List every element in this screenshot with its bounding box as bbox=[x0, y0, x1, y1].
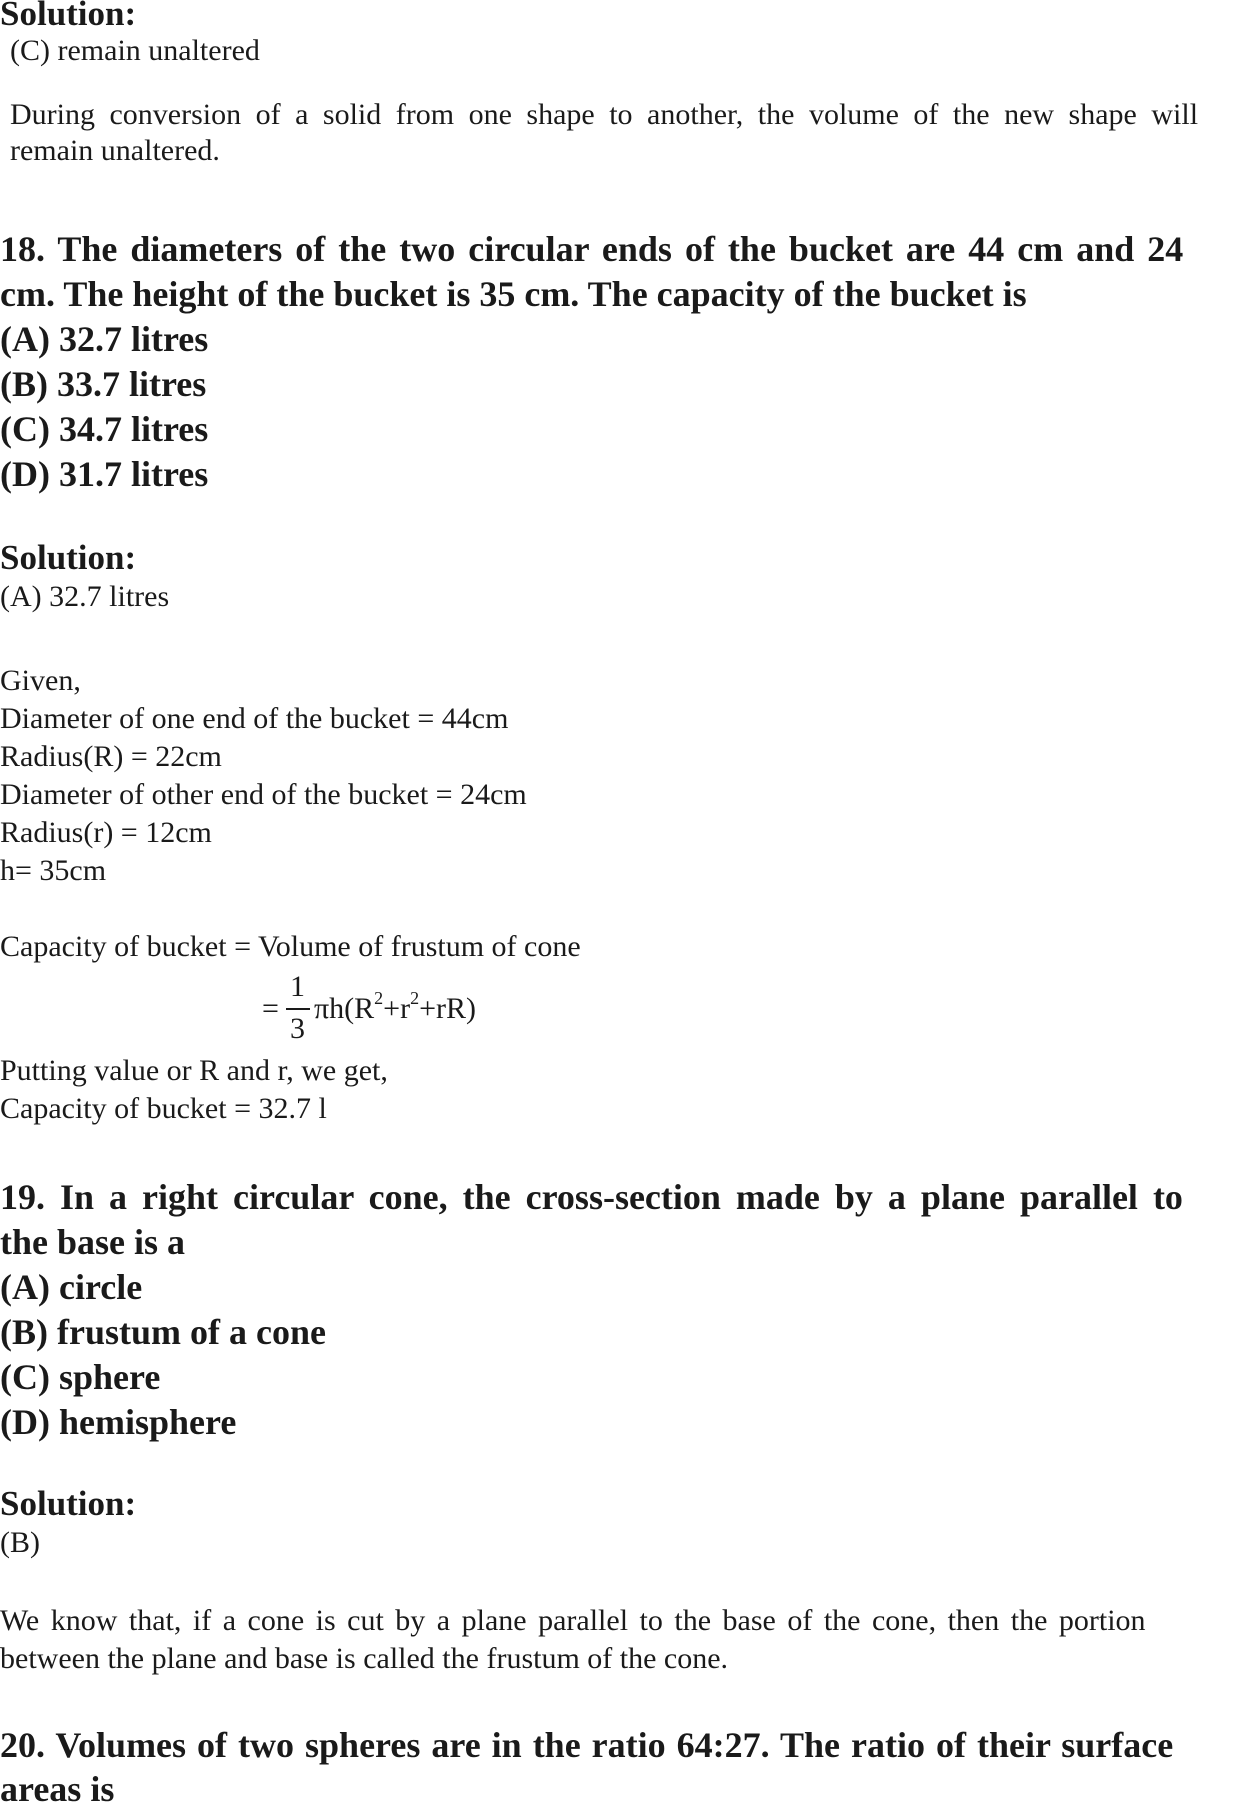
solution-explanation: We know that, if a cone is cut by a plane parallel to the base of the cone, then the portion bbox=[0, 1604, 1146, 1637]
capacity-line: Capacity of bucket = Volume of frustum of cone bbox=[0, 930, 581, 963]
formula-body: $\pi h(R^2+r^2+rR)$ bbox=[314, 988, 476, 1025]
question-19-text: the base is a bbox=[0, 1222, 186, 1262]
solution-answer: (B) bbox=[0, 1526, 40, 1559]
given-line: Given, bbox=[0, 664, 81, 697]
given-line: Diameter of other end of the bucket = 24cm bbox=[0, 778, 527, 811]
option-a: (A) circle bbox=[0, 1267, 143, 1307]
solution-explanation: During conversion of a solid from one shape to another, the volume of the new shape will bbox=[10, 98, 1199, 131]
option-d: (D) 31.7 litres bbox=[0, 454, 209, 494]
option-a: (A) 32.7 litres bbox=[0, 319, 209, 359]
frustum-volume-formula bbox=[262, 970, 522, 1050]
solution-explanation: between the plane and base is called the frustum of the cone. bbox=[0, 1642, 729, 1675]
formula-equals: = bbox=[262, 992, 279, 1025]
question-18-text: cm. The height of the bucket is 35 cm. The capacity of the bucket is bbox=[0, 274, 1027, 314]
putting-line: Putting value or R and r, we get, bbox=[0, 1054, 388, 1087]
question-18-text: 18. The diameters of the two circular ends of the bucket are 44 cm and 24 bbox=[0, 229, 1184, 269]
given-line: h= 35cm bbox=[0, 854, 107, 887]
solution-heading: Solution: bbox=[0, 1484, 137, 1523]
solution-answer: (C) remain unaltered bbox=[10, 34, 260, 67]
fraction-bar bbox=[286, 1008, 310, 1010]
option-b: (B) frustum of a cone bbox=[0, 1312, 326, 1352]
option-c: (C) 34.7 litres bbox=[0, 409, 209, 449]
question-20-text: areas is bbox=[0, 1769, 115, 1809]
option-d: (D) hemisphere bbox=[0, 1402, 237, 1442]
question-19-text: 19. In a right circular cone, the cross-section made by a plane parallel to bbox=[0, 1177, 1183, 1217]
given-line: Radius(r) = 12cm bbox=[0, 816, 212, 849]
solution-heading: Solution: bbox=[0, 538, 137, 577]
solution-explanation: remain unaltered. bbox=[10, 134, 220, 167]
solution-heading: Solution: bbox=[0, 0, 137, 33]
formula-numerator: 1 bbox=[290, 970, 305, 1003]
given-line: Radius(R) = 22cm bbox=[0, 740, 222, 773]
formula-denominator: 3 bbox=[290, 1012, 305, 1045]
question-20-text: 20. Volumes of two spheres are in the ratio 64:27. The ratio of their surface bbox=[0, 1725, 1174, 1765]
solution-answer: (A) 32.7 litres bbox=[0, 580, 170, 613]
given-line: Diameter of one end of the bucket = 44cm bbox=[0, 702, 509, 735]
option-b: (B) 33.7 litres bbox=[0, 364, 207, 404]
result-line: Capacity of bucket = 32.7 l bbox=[0, 1092, 327, 1125]
option-c: (C) sphere bbox=[0, 1357, 161, 1397]
